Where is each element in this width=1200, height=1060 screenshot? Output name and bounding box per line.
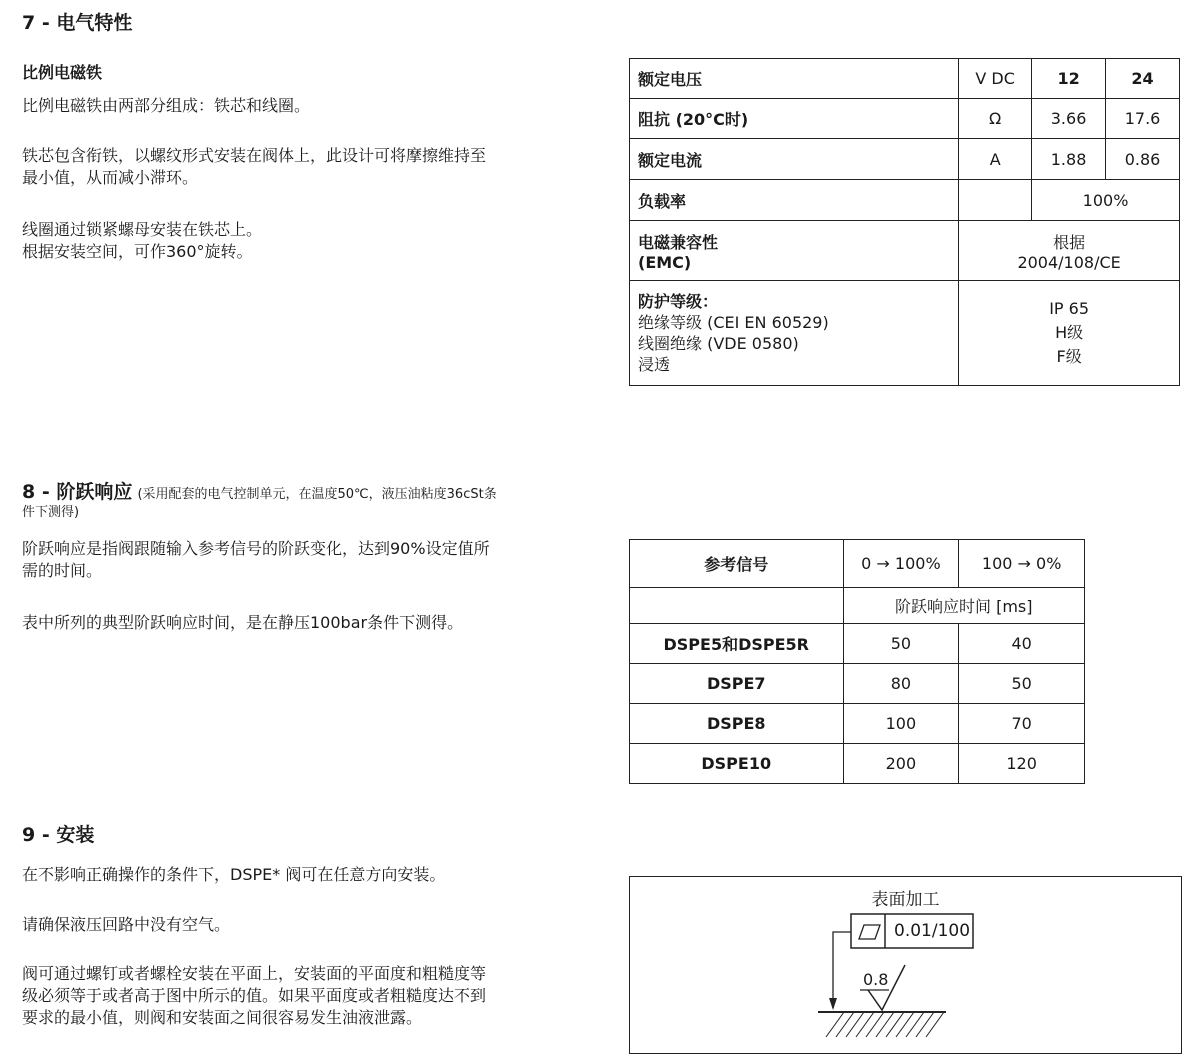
step-down-time: 120 bbox=[959, 744, 1085, 784]
table-row bbox=[630, 744, 1085, 784]
empty-cell bbox=[630, 588, 844, 624]
step-down-time: 40 bbox=[959, 624, 1085, 664]
step-down-time: 70 bbox=[959, 704, 1085, 744]
empty-cell bbox=[959, 180, 1032, 221]
section-7-heading: 7 - 电气特性 bbox=[22, 12, 133, 34]
rated-voltage-label: 额定电压 bbox=[630, 59, 959, 99]
table-row bbox=[630, 59, 1180, 99]
model-name: DSPE8 bbox=[630, 704, 844, 744]
voltage-24: 24 bbox=[1106, 59, 1180, 99]
section-8-note-line1: (采用配套的电气控制单元，在温度50℃，液压油粘度36cSt条 bbox=[137, 487, 497, 502]
electrical-characteristics-table bbox=[629, 58, 1180, 386]
rated-voltage-unit: V DC bbox=[959, 59, 1032, 99]
resistance-label: 阻抗 (20°C时) bbox=[630, 99, 959, 139]
section-8-heading-block bbox=[22, 477, 582, 522]
installation-paragraph-1: 在不影响正确操作的条件下，DSPE* 阀可在任意方向安装。 bbox=[22, 865, 446, 884]
response-time-subheader: 阶跃响应时间 [ms] bbox=[843, 588, 1085, 624]
solenoid-paragraph-2: 铁芯包含衔铁，以螺纹形式安装在阀体上，此设计可将摩擦维持至 最小值，从而减小滞环。 bbox=[22, 146, 487, 187]
protection-class-value: IP 65 H级 F级 bbox=[959, 281, 1180, 386]
rated-current-unit: A bbox=[959, 139, 1032, 180]
step-down-header: 100 → 0% bbox=[959, 540, 1085, 588]
model-name: DSPE10 bbox=[630, 744, 844, 784]
step-up-header: 0 → 100% bbox=[843, 540, 959, 588]
emc-label: 电磁兼容性 (EMC) bbox=[630, 221, 959, 281]
surface-hatching bbox=[826, 1012, 944, 1037]
voltage-12: 12 bbox=[1032, 59, 1106, 99]
rated-current-label: 额定电流 bbox=[630, 139, 959, 180]
step-up-time: 80 bbox=[843, 664, 959, 704]
model-name: DSPE5和DSPE5R bbox=[630, 624, 844, 664]
model-name: DSPE7 bbox=[630, 664, 844, 704]
installation-paragraph-3: 阀可通过螺钉或者螺栓安装在平面上，安装面的平面度和粗糙度等 级必须等于或者高于图中所示的值。如果平面度或者粗糙度达不到 要求的最小值，则阀和安装面之间很容易发生油液泄露。 bbox=[22, 964, 487, 1027]
table-row bbox=[630, 664, 1085, 704]
flatness-value: 0.01/100 bbox=[894, 921, 971, 941]
table-row bbox=[630, 588, 1085, 624]
reference-signal-header: 参考信号 bbox=[630, 540, 844, 588]
table-row bbox=[630, 281, 1180, 386]
emc-value: 根据 2004/108/CE bbox=[959, 221, 1180, 281]
current-24: 0.86 bbox=[1106, 139, 1180, 180]
table-row bbox=[630, 221, 1180, 281]
table-row bbox=[630, 99, 1180, 139]
installation-paragraph-2: 请确保液压回路中没有空气。 bbox=[22, 915, 231, 934]
surface-finish-drawing bbox=[630, 877, 1181, 1053]
surface-finish-figure bbox=[629, 876, 1182, 1054]
current-12: 1.88 bbox=[1032, 139, 1106, 180]
table-row bbox=[630, 180, 1180, 221]
resistance-12: 3.66 bbox=[1032, 99, 1106, 139]
section-8-note-line2: 件下测得) bbox=[22, 505, 80, 520]
duty-cycle-label: 负载率 bbox=[630, 180, 959, 221]
solenoid-paragraph-1: 比例电磁铁由两部分组成：铁芯和线圈。 bbox=[22, 96, 311, 115]
step-up-time: 200 bbox=[843, 744, 959, 784]
surface-finish-title: 表面加工 bbox=[871, 890, 940, 910]
roughness-value: 0.8 bbox=[863, 970, 889, 989]
solenoid-paragraph-3: 线圈通过锁紧螺母安装在铁芯上。 根据安装空间，可作360°旋转。 bbox=[22, 220, 263, 261]
section-8-heading: 8 - 阶跃响应 bbox=[22, 481, 133, 503]
flatness-symbol-icon bbox=[859, 925, 880, 939]
section-9-heading: 9 - 安装 bbox=[22, 824, 95, 846]
step-up-time: 50 bbox=[843, 624, 959, 664]
step-response-table bbox=[629, 539, 1085, 784]
table-row bbox=[630, 624, 1085, 664]
step-down-time: 50 bbox=[959, 664, 1085, 704]
duty-cycle-value: 100% bbox=[1032, 180, 1180, 221]
step-up-time: 100 bbox=[843, 704, 959, 744]
step-response-paragraph-1: 阶跃响应是指阀跟随输入参考信号的阶跃变化，达到90%设定值所 需的时间。 bbox=[22, 539, 490, 580]
leader-arrow-icon bbox=[829, 998, 837, 1010]
resistance-24: 17.6 bbox=[1106, 99, 1180, 139]
table-row bbox=[630, 139, 1180, 180]
protection-class-label: 防护等级： 绝缘等级 (CEI EN 60529) 线圈绝缘 (VDE 0580) 浸透 bbox=[630, 281, 959, 386]
step-response-paragraph-2: 表中所列的典型阶跃响应时间，是在静压100bar条件下测得。 bbox=[22, 613, 464, 632]
table-row bbox=[630, 704, 1085, 744]
proportional-solenoid-subheading: 比例电磁铁 bbox=[22, 63, 103, 82]
table-row bbox=[630, 540, 1085, 588]
resistance-unit: Ω bbox=[959, 99, 1032, 139]
